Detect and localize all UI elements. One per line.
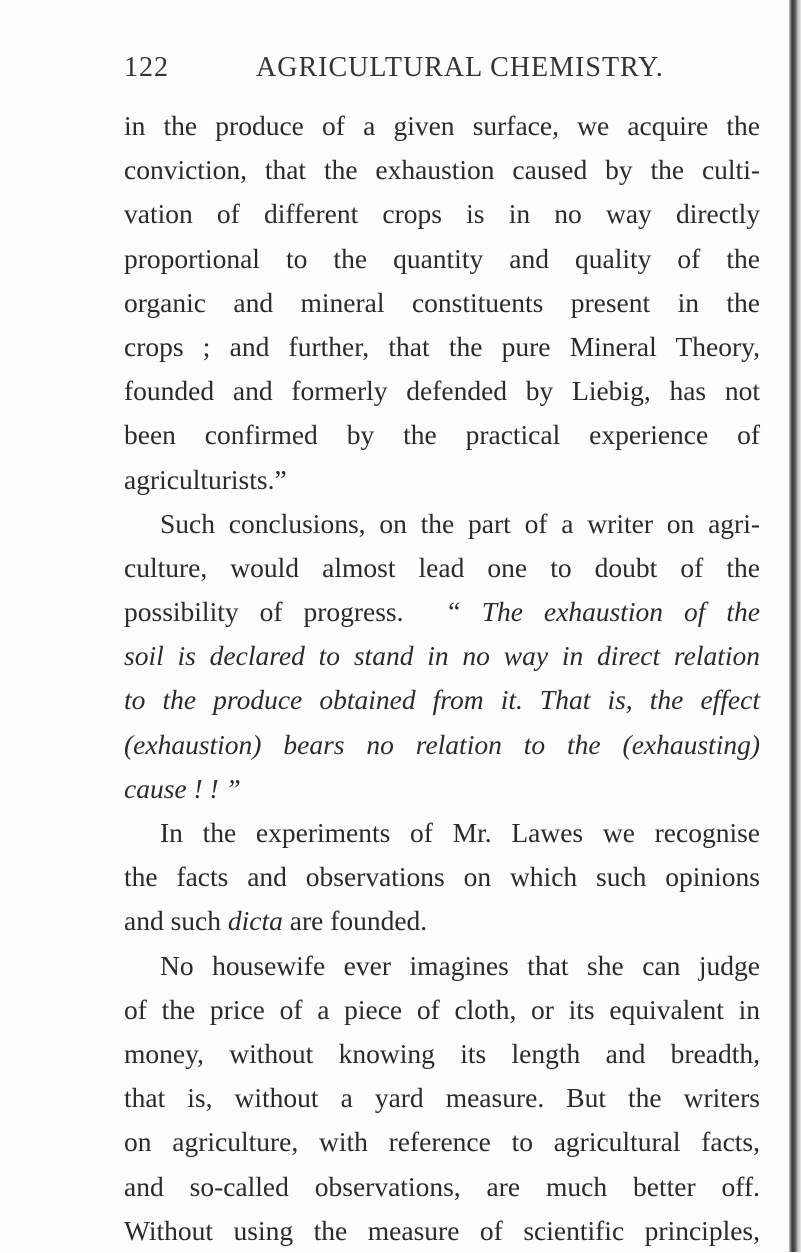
text-line: and so-called observations, are much better off. [124,1170,760,1202]
quotation-line: to the produce obtained from it. That is, the effect [124,684,760,716]
text-line: Such conclusions, on the part of a writer on agri- [160,507,760,539]
text-line: No housewife ever imagines that she can judge [160,949,760,981]
text-line: proportional to the quantity and quality of the [124,242,760,274]
text-span: are founded. [289,905,428,937]
text-line: in the produce of a given surface, we acquire the [124,110,760,141]
text-line: agriculturists.” [124,463,287,495]
text-line: conviction, that the exhaustion caused by the culti- [124,154,760,186]
text-line: Without using the measure of scientific principles, [124,1214,760,1246]
running-title: AGRICULTURAL CHEMISTRY. [256,52,664,83]
text-line: of the price of a piece of cloth, or its equivalent in [124,993,760,1025]
quotation-line: (exhaustion) bears no relation to the (exhausting) [124,728,760,760]
quotation-line: soil is declared to stand in no way in direct relation [124,640,760,672]
text-line: founded and formerly defended by Liebig, has not [124,375,760,407]
text-line: In the experiments of Mr. Lawes we recognise [160,817,760,848]
text-line: crops ; and further, that the pure Mineral Theory, [124,330,760,362]
page-number: 122 [124,52,169,83]
quotation-italic: “ The exhaustion of the [445,596,760,628]
page-header [124,52,760,92]
text-line: been confirmed by the practical experience of [124,419,760,451]
text-line: money, without knowing its length and breadth, [124,1037,760,1069]
text-line-mixed [124,590,760,634]
text-line: that is, without a yard measure. But the writers [124,1082,760,1114]
text-line: culture, would almost lead one to doubt of the [124,551,760,583]
book-gutter-edge [789,0,801,1252]
body-text [124,104,760,1253]
text-span: and such [124,905,221,937]
text-span: possibility of progress. [124,596,404,628]
italic-word: dicta [227,905,283,937]
text-line: vation of different crops is in no way directly [124,198,760,230]
text-line: the facts and observations on which such opinions [124,861,760,893]
text-line: on agriculture, with reference to agricultural facts, [124,1126,760,1158]
text-line-mixed [124,899,760,943]
quotation-line: cause ! ! ” [124,772,241,804]
text-line: organic and mineral constituents present in the [124,286,760,318]
